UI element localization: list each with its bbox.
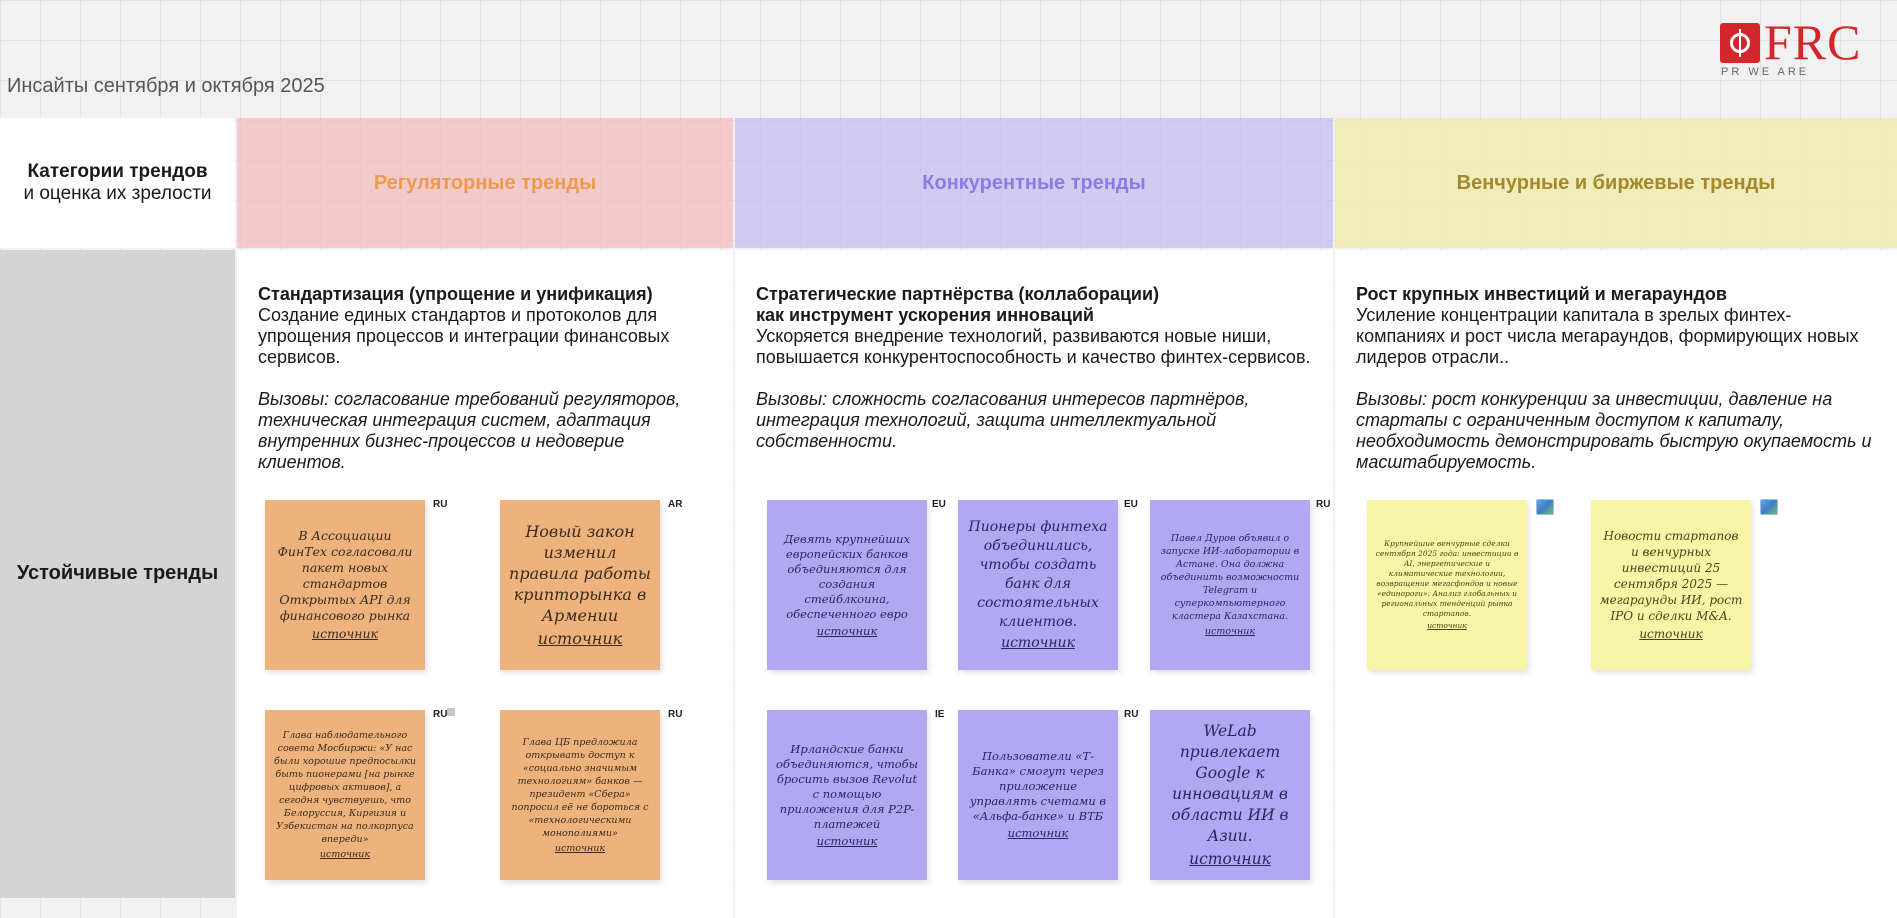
source-link[interactable]: источник [554,842,606,854]
note-text: WeLab привлекает Google к инновациям в области ИИ в Азии. [1171,721,1289,845]
trend-card-venture[interactable] [1356,284,1877,473]
sticky-note[interactable] [1367,500,1527,670]
sticky-note[interactable] [1150,500,1310,670]
sticky-note[interactable] [958,500,1118,670]
source-link[interactable]: источник [312,626,378,641]
source-link[interactable]: источник [1189,849,1271,868]
sticky-note[interactable] [1150,710,1310,880]
selection-handle-icon[interactable] [447,708,455,716]
category-corner-cell [0,118,235,248]
note-text: Глава наблюдательного совета Мосбиржи: «У нас были хорошие предпосылки быть пионерами [на рынке цифровых активов], а сегодня чувствуешь, что Белоруссия, Киргизия и Узбекистан на полкорпуса впереди» [274,730,416,845]
column-regulatory [237,250,733,918]
header-venture-trends[interactable]: Венчурные и биржевые тренды [1335,118,1897,248]
note-text: Пионеры финтеха объединились, чтобы создать банк для состоятельных клиентов. [968,518,1108,630]
source-link[interactable]: источник [537,629,623,648]
header-regulatory-trends[interactable]: Регуляторные тренды [237,118,733,248]
trend-title: Рост крупных инвестиций и мегараундов [1356,284,1727,304]
sticky-note[interactable] [500,500,660,670]
logo-text: FRC [1764,14,1862,70]
corner-subtitle: и оценка их зрелости [23,183,212,204]
note-text: В Ассоциации ФинТех согласовали пакет новых стандартов Открытых API для финансового рынка [277,528,413,623]
sticky-note[interactable] [1591,500,1751,670]
row-label-cell [0,250,235,898]
trend-description: Усиление концентрации капитала в зрелых финтех-компаниях и рост числа мегараундов, формирующих новых лидеров отрасли.. [1356,305,1859,367]
note-text: Девять крупнейших европейских банков объединяются для создания стейблкоина, обеспеченного евро [783,531,911,621]
region-tag: EU [932,499,946,510]
note-text: Новый закон изменил правила работы крипторынка в Армении [509,522,651,625]
column-competitive [735,250,1333,918]
trend-description: Создание единых стандартов и протоколов для упрощения процессов и интеграции финансовых сервисов. [258,305,670,367]
frc-logo-icon [1720,23,1760,63]
region-tag: RU [433,709,448,720]
source-link[interactable]: источник [1001,634,1075,651]
trend-title: Стратегические партнёрства (коллаборации) [756,284,1160,304]
note-text: Глава ЦБ предложила открывать доступ к «социально значимым технологиям» банков — президент «Сбера» попросил её не бороться с «технологическими монополиями» [511,736,649,839]
region-tag: RU [433,499,448,510]
source-link[interactable]: источник [319,849,371,860]
trend-card-regulatory[interactable] [258,284,713,473]
sticky-note[interactable] [265,710,425,880]
globe-map-icon [1760,499,1778,515]
source-link[interactable]: источник [1204,626,1256,637]
trend-title: Стандартизация (упрощение и унификация) [258,284,653,304]
note-text: Новости стартапов и венчурных инвестиций 25 сентября 2025 — мегараунды ИИ, рост IPO и сделки M&A. [1599,529,1743,623]
sticky-note[interactable] [767,710,927,880]
trend-description: Ускоряется внедрение технологий, развиваются новые ниши, повышается конкурентоспособность и качество финтех-сервисов. [756,326,1311,367]
source-link[interactable]: источник [816,833,878,848]
note-text: Ирландские банки объединяются, чтобы бросить вызов Revolut с помощью приложения для P2P-платежей [775,741,919,831]
region-tag: RU [668,709,683,720]
column-venture [1335,250,1897,918]
note-text: Крупнейшие венчурные сделки сентября 2025 года: инвестиции в AI, энергетические и климатические технологии, возвращение мегасфондов и новые «единороги». Анализ глобальных и региональных тенденций рынка стартапов. [1375,539,1519,618]
region-tag: RU [1316,499,1331,510]
corner-title: Категории трендов [27,161,208,182]
sticky-note[interactable] [958,710,1118,880]
note-text: Пользователи «Т-Банка» смогут через приложение управлять счетами в «Альфа-банке» и ВТБ [969,749,1107,823]
trend-challenges: Вызовы: рост конкуренции за инвестиции, давление на стартапы с ограниченным доступом к капиталу, необходимость демонстрировать быструю окупаемость и масштабируемость. [1356,389,1872,472]
source-link[interactable]: источник [1427,621,1467,630]
category-header-row [0,118,1897,248]
row-label: Устойчивые тренды [16,562,219,584]
sticky-note[interactable] [767,500,927,670]
trend-title-continued: как инструмент ускорения инноваций [756,305,1094,325]
trend-card-competitive[interactable] [756,284,1313,452]
note-text: Павел Дуров объявил о запуске ИИ-лаборатории в Астане. Она должна объединить возможности Telegram и суперкомпьютерного кластера Казахстана. [1160,533,1300,622]
trend-challenges: Вызовы: согласование требований регуляторов, техническая интеграция систем, адаптация внутренних бизнес-процессов и недоверие клиентов. [258,389,681,472]
header-competitive-trends[interactable]: Конкурентные тренды [735,118,1333,248]
sticky-note[interactable] [500,710,660,880]
region-tag: EU [1124,499,1138,510]
sticky-note[interactable] [265,500,425,670]
source-link[interactable]: источник [816,623,878,638]
trend-challenges: Вызовы: сложность согласования интересов партнёров, интеграция технологий, защита интеллектуальной собственности. [756,389,1250,451]
source-link[interactable]: источник [1639,627,1703,641]
region-tag: RU [1124,709,1139,720]
source-link[interactable]: источник [1007,826,1069,840]
board-title: Инсайты сентября и октября 2025 [7,75,325,97]
region-tag: IE [935,709,945,720]
region-tag: AR [668,499,683,510]
logo-subtitle: PR WE ARE [1721,66,1810,78]
frc-logo [1720,14,1865,80]
globe-map-icon [1536,499,1554,515]
